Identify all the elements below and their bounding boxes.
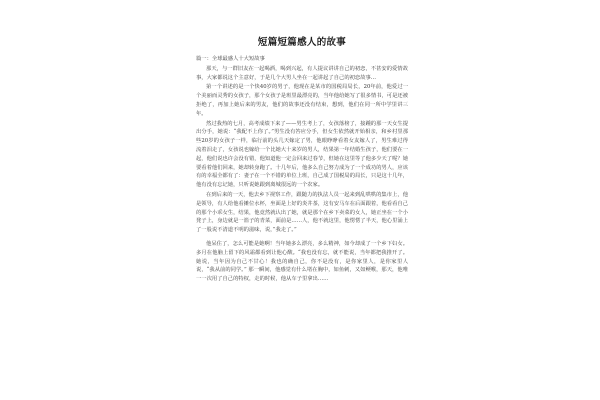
paragraph-3: 然过我热的七月，高考成绩下来了——男生考上了，女孩落榜了，接踵的那一天女生提出分手，她说：“我配不上你了。”男生没有答应分手，但女生依然就开始相亲，和乡村里那些20岁的女孩子一样，临行前的头几天嫁定了男，他眼睁睁看着女友嫁人了，男生难过得流着泪走了，女孩说也嫁给一个比她大十来岁的男人，结果第一年结婚生孩子，他们要在一起，他们说也许会没有错，他知道他一定会回来过春节，但她在这里等了他多少天了呢？她要看着他们回来，她却转身跑了。十几年后，他多么自己努力成为了一个成功的男人，应该有的幸福全都有了：妻子在一个不错的单位上班，自己成了国税局的局长，只是这十几年，他有没有忘记她，只听说她跟到离城很远的一个农家。 bbox=[196, 120, 408, 189]
paragraph-5: 他呆住了，怎么可能是她啊！当年她多么漂亮，多么精神，如今却成了一个乡下妇女。多月在他脑上留下的风霜都看到让他心酸。“我也没有忘，就不能说，当年都把我推开了。她说，当年因为自己不甘心！我也的确自己，你不是没有，是你家里人，是你家里人说，“我从前的同学。” 那一瞬间，他感觉有什么堵在胸中，如鱼刺，又如鲠喉，那天，他唯一一次用了自己的特权，走的时候，他从车子里拿出…… bbox=[196, 240, 408, 283]
document-title: 短篇短篇感人的故事 bbox=[257, 37, 347, 48]
paragraph-4: 在到后来的一天，他去乡下视察工作，跟随力的执法人员一起来到乱哄哄的集市上，他是领导，有人给他看摊位水杯，坐面是上好的炎井茶，这有安马车在后面跟着，他看看自己的那个小乖女生，结果，他竟然就认出了她，就是那个在乡下卖菜的女人，她正坐在一个小凳子上，身边就是一篮子的青菜，面前是……人，他不就这里，他愣愣了半天，他心里涌上了一股说不清道不明的滋味，说，”我走了。” bbox=[196, 191, 408, 234]
paragraph-1: 那天，与一群旧友在一起喝酒，喝到兴起，有人提议讲讲自己的初恋，不甚安的爱情故事，大家都说这个主意好，于是几个大男人坐在一起讲起了自己的初恋故事… bbox=[196, 65, 408, 81]
paragraph-2: 第一个讲述的是一个快40岁的男子，他现在是某市的国税局局长，20年前，他爱过一个美丽而灵秀的女孩子，那个女孩子是班里最漂亮的，当年他给她写了很多情书，可是还被拒绝了，再加上她后来的男友，他们的故事还没有结束，想到，他们在同一所中学里讲三年。 bbox=[196, 84, 408, 117]
section-heading: 篇一：全球最感人十大短故事 bbox=[196, 56, 265, 62]
